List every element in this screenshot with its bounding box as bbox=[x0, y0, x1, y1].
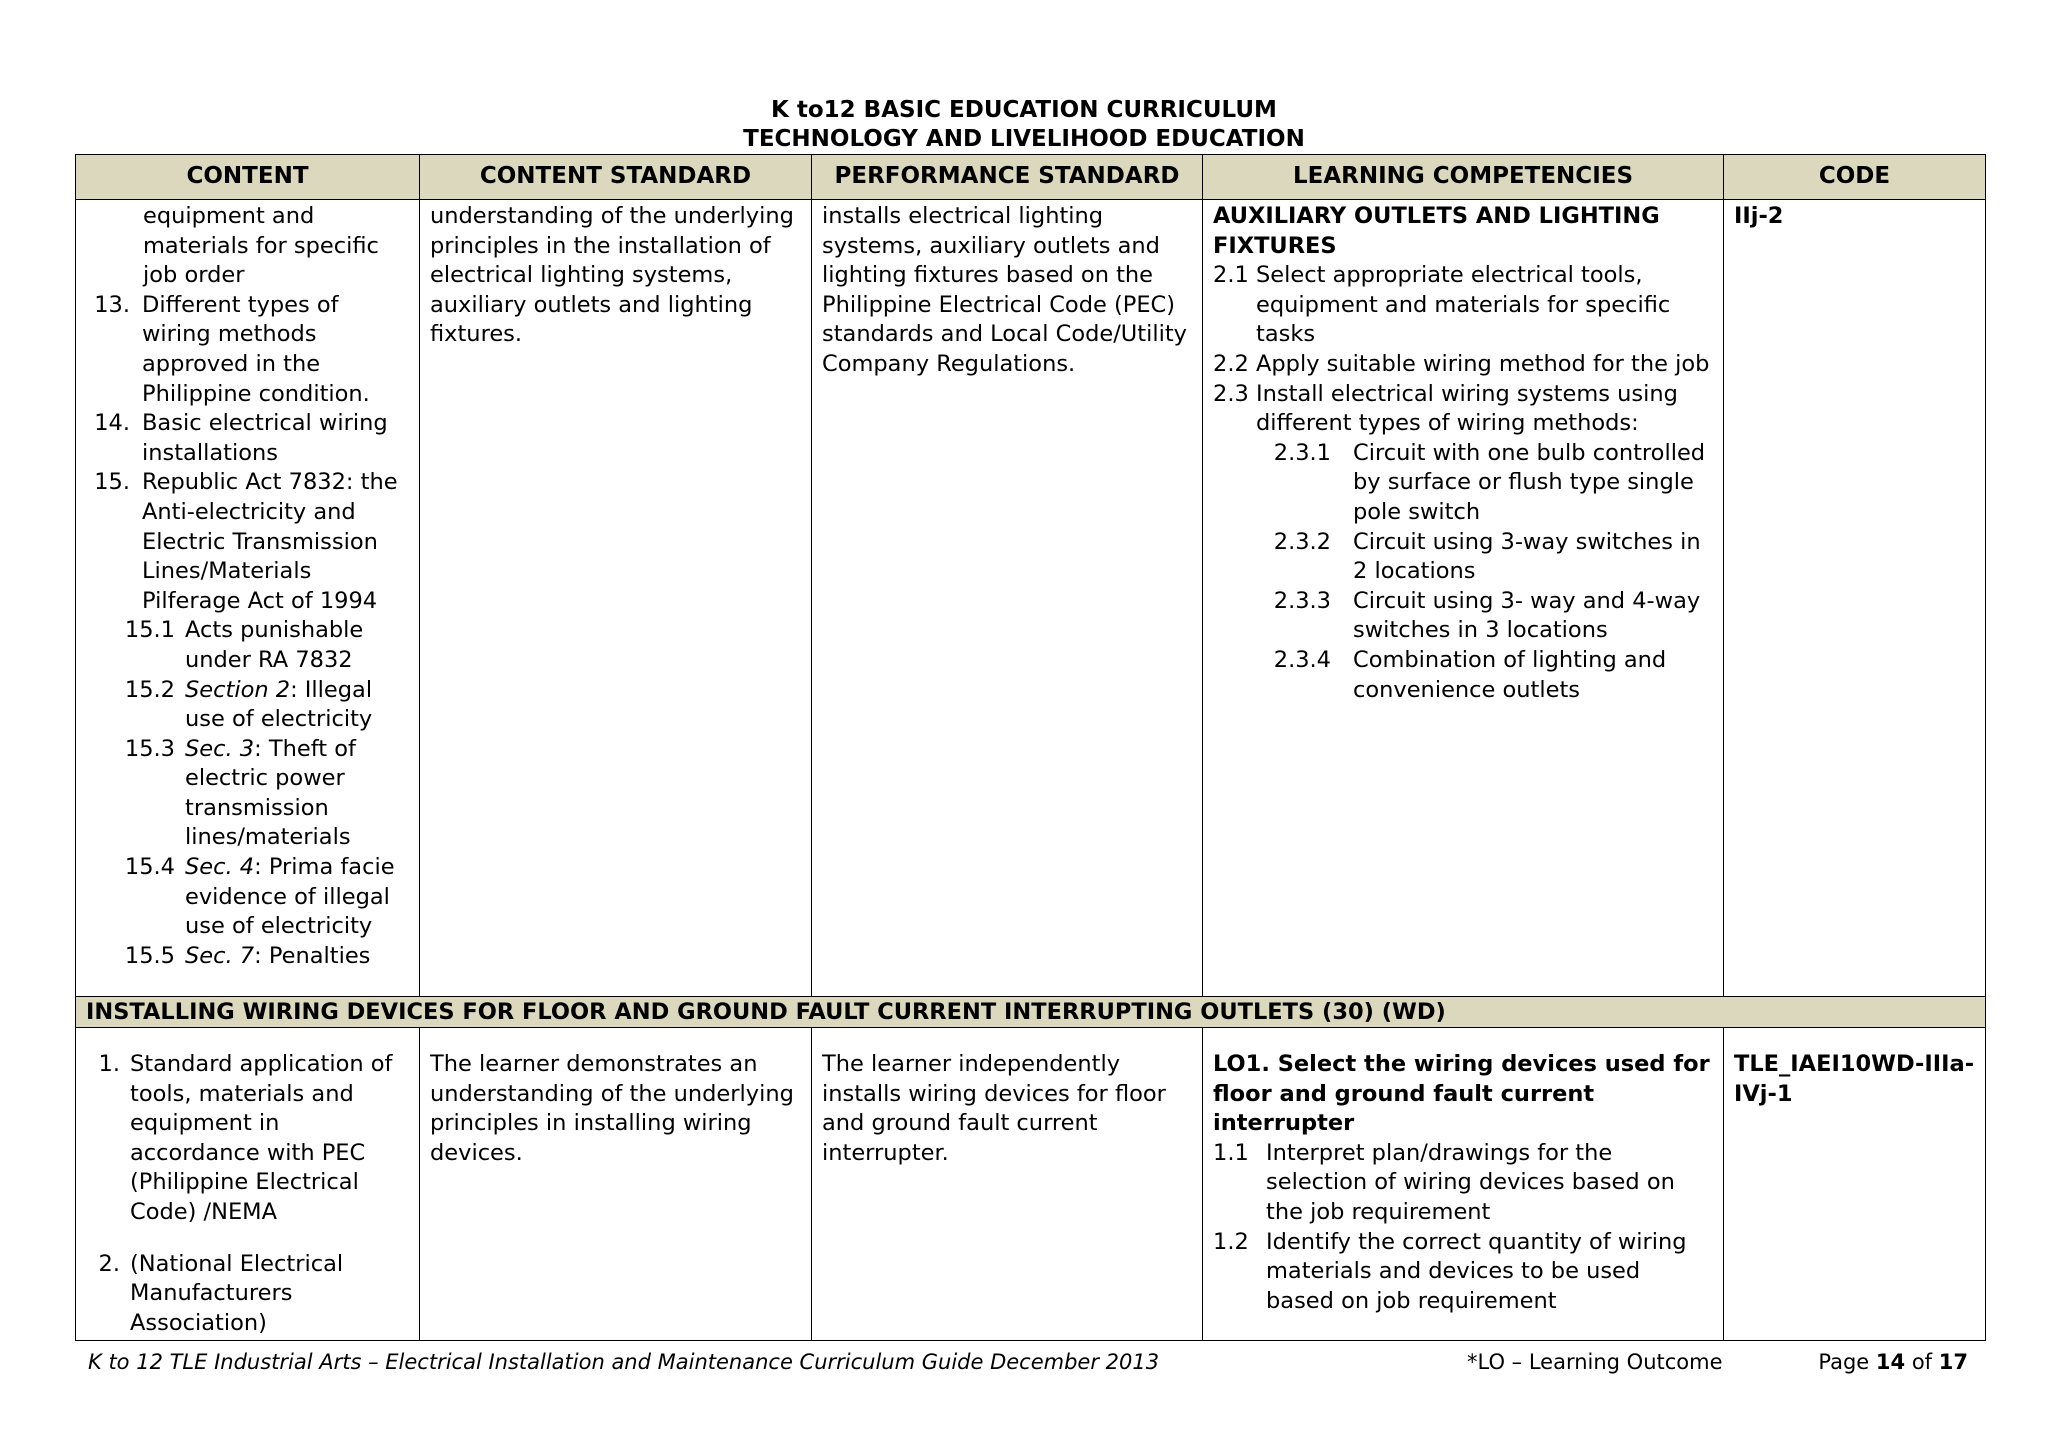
content-cell bbox=[76, 1028, 420, 1341]
col-header-performance-standard: PERFORMANCE STANDARD bbox=[812, 155, 1203, 200]
footer-lo-note: *LO – Learning Outcome bbox=[1467, 1350, 1723, 1374]
learning-competencies-cell bbox=[1203, 1028, 1724, 1341]
col-header-content: CONTENT bbox=[76, 155, 420, 200]
col-header-content-standard: CONTENT STANDARD bbox=[420, 155, 812, 200]
list-subitem: 15.1 Acts punishable under RA 7832 bbox=[124, 617, 364, 673]
list-item: 1. Standard application of tools, materials and equipment in accordance with PEC (Philippine Electrical Code) /NEMA bbox=[98, 1051, 393, 1225]
content-cell bbox=[76, 200, 420, 997]
table-row bbox=[76, 200, 1986, 997]
table-row bbox=[76, 1028, 1986, 1341]
competency-item: 2.3 Install electrical wiring systems using different types of wiring methods: bbox=[1213, 380, 1678, 437]
learning-outcome-heading: LO1. Select the wiring devices used for floor and ground fault current interrupter bbox=[1213, 1051, 1710, 1137]
list-subitem: 15.3 Sec. 3: Theft of electric power transmission lines/materials bbox=[124, 735, 356, 851]
list-item: 15. Republic Act 7832: the Anti-electricity and Electric Transmission Lines/Materials Pilferage Act of 1994 bbox=[94, 469, 398, 614]
curriculum-subtitle: TECHNOLOGY AND LIVELIHOOD EDUCATION bbox=[743, 126, 1305, 152]
list-item: 2. (National Electrical Manufacturers Association) bbox=[98, 1250, 344, 1336]
col-header-learning-competencies: LEARNING COMPETENCIES bbox=[1203, 155, 1724, 200]
code-cell: IIj-2 bbox=[1724, 200, 1986, 997]
competency-item: 1.1 Interpret plan/drawings for the selection of wiring devices based on the job requirement bbox=[1213, 1139, 1675, 1225]
list-subitem: 15.4 Sec. 4: Prima facie evidence of illegal use of electricity bbox=[124, 854, 395, 940]
list-item: 14. Basic electrical wiring installations bbox=[94, 410, 388, 466]
table-header-row bbox=[76, 155, 1986, 200]
section-title: INSTALLING WIRING DEVICES FOR FLOOR AND GROUND FAULT CURRENT INTERRUPTING OUTLETS (30) (WD) bbox=[76, 997, 1986, 1028]
competency-subitem: 2.3.1 Circuit with one bulb controlled by surface or flush type single pole switch bbox=[1273, 439, 1706, 525]
content-standard-cell: understanding of the underlying principles in the installation of electrical lighting systems, auxiliary outlets and lighting fixtures. bbox=[420, 200, 812, 997]
curriculum-title: K to12 BASIC EDUCATION CURRICULUM bbox=[771, 97, 1277, 123]
footer-page-number: Page 14 of 17 bbox=[1818, 1350, 1968, 1374]
list-subitem: 15.2 Section 2: Illegal use of electricity bbox=[124, 676, 373, 733]
performance-standard-cell: installs electrical lighting systems, auxiliary outlets and lighting fixtures based on the Philippine Electrical Code (PEC) standards and Local Code/Utility Company Regulations. bbox=[812, 200, 1203, 997]
list-subitem: 15.5 Sec. 7: Penalties bbox=[124, 942, 371, 969]
footer-guide-title: K to 12 TLE Industrial Arts – Electrical Installation and Maintenance Curriculum Guide December 2013 bbox=[88, 1350, 1160, 1374]
code-cell: TLE_IAEI10WD-IIIa-IVj-1 bbox=[1724, 1028, 1986, 1341]
competency-subitem: 2.3.2 Circuit using 3-way switches in 2 locations bbox=[1273, 528, 1701, 585]
content-continuation: equipment and materials for specific job order bbox=[143, 203, 379, 289]
competency-item: 1.2 Identify the correct quantity of wiring materials and devices to be used based on job requirement bbox=[1213, 1228, 1687, 1314]
competency-subitem: 2.3.4 Combination of lighting and convenience outlets bbox=[1273, 646, 1667, 703]
competency-subitem: 2.3.3 Circuit using 3- way and 4-way switches in 3 locations bbox=[1273, 587, 1701, 644]
col-header-code: CODE bbox=[1724, 155, 1986, 200]
competency-item: 2.1 Select appropriate electrical tools, equipment and materials for specific tasks bbox=[1213, 262, 1671, 348]
list-item: 13. Different types of wiring methods approved in the Philippine condition. bbox=[94, 291, 370, 407]
competency-heading: AUXILIARY OUTLETS AND LIGHTING FIXTURES bbox=[1213, 203, 1660, 259]
competency-item: 2.2 Apply suitable wiring method for the job bbox=[1213, 350, 1710, 377]
learning-competencies-cell bbox=[1203, 200, 1724, 997]
performance-standard-cell: The learner independently installs wiring devices for floor and ground fault current interrupter. bbox=[812, 1028, 1203, 1341]
content-standard-cell: The learner demonstrates an understanding of the underlying principles in installing wiring devices. bbox=[420, 1028, 812, 1341]
curriculum-table bbox=[75, 154, 1986, 1341]
section-row bbox=[76, 997, 1986, 1028]
